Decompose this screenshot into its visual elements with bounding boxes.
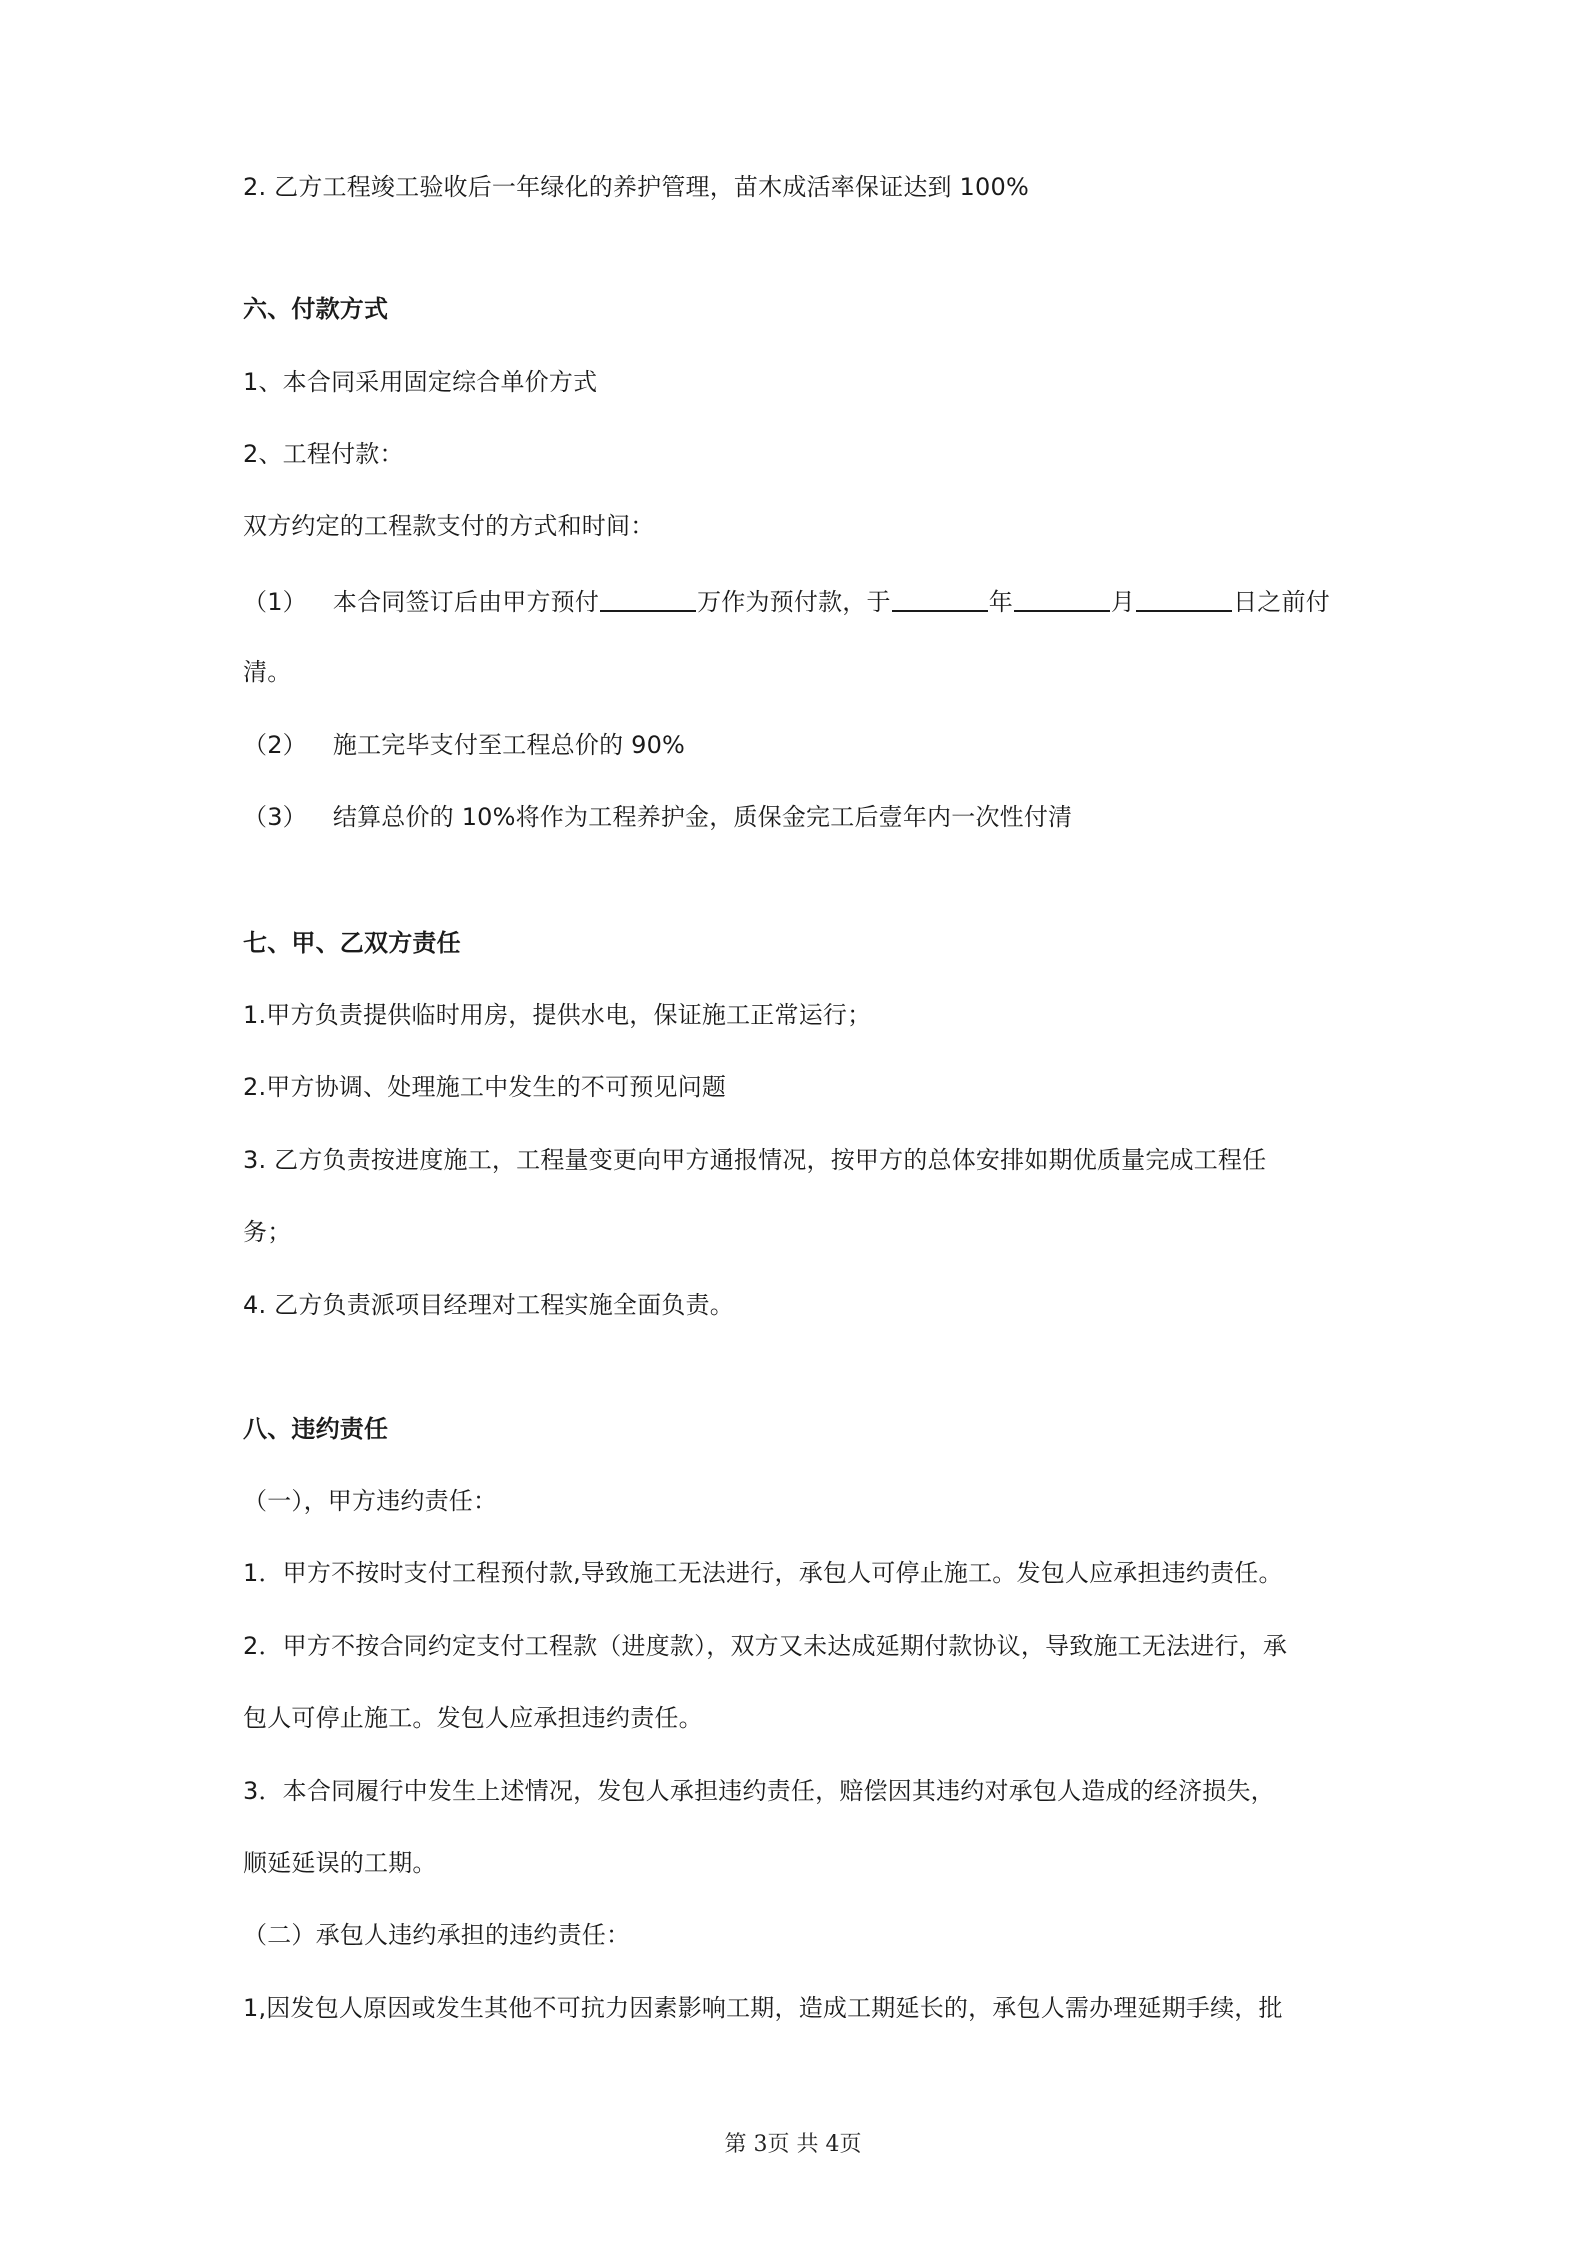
- clause-text: 双方约定的工程款支付的方式和时间：: [243, 512, 655, 540]
- clause-text: 4. 乙方负责派项目经理对工程实施全面负责。: [243, 1291, 734, 1319]
- clause-text: 顺延延误的工期。: [243, 1849, 437, 1877]
- page-footer: 第 3页 共 4页: [724, 2132, 862, 2157]
- item-number: （1）: [243, 588, 307, 616]
- subsection-heading: （一），甲方违约责任：: [243, 1487, 498, 1515]
- clause-text: 2、工程付款：: [243, 440, 404, 468]
- payment-text: 月: [1110, 588, 1136, 616]
- section-heading: 六、付款方式: [243, 295, 389, 323]
- payment-clause-1: [243, 585, 1330, 619]
- payment-text: 年: [988, 588, 1013, 616]
- clause-text: 3．本合同履行中发生上述情况，发包人承担违约责任，赔偿因其违约对承包人造成的经济损失，: [243, 1777, 1275, 1805]
- blank-amount: [600, 586, 696, 612]
- clause-text: 1．甲方不按时支付工程预付款,导致施工无法进行，承包人可停止施工。发包人应承担违约责任。: [243, 1559, 1283, 1587]
- blank-year: [892, 586, 988, 612]
- clause-text: 1.甲方负责提供临时用房，提供水电，保证施工正常运行；: [243, 1001, 872, 1029]
- payment-text: 结算总价的 10%将作为工程养护金，质保金完工后壹年内一次性付清: [332, 803, 1073, 831]
- clause-text: 务；: [243, 1218, 292, 1246]
- payment-text: 施工完毕支付至工程总价的 90%: [332, 731, 686, 759]
- section-heading: 八、违约责任: [243, 1415, 389, 1443]
- section-heading: 七、甲、乙双方责任: [243, 929, 461, 957]
- payment-text: 万作为预付款，于: [697, 588, 891, 616]
- clause-text: 2.甲方协调、处理施工中发生的不可预见问题: [243, 1073, 727, 1101]
- item-number: （3）: [243, 803, 307, 831]
- blank-month: [1014, 586, 1110, 612]
- payment-text: 本合同签订后由甲方预付: [332, 588, 600, 616]
- clause-text: 清。: [243, 658, 292, 686]
- blank-day: [1136, 586, 1232, 612]
- clause-text: 1、本合同采用固定综合单价方式: [243, 368, 598, 396]
- clause-text: 包人可停止施工。发包人应承担违约责任。: [243, 1704, 703, 1732]
- clause-text: 1,因发包人原因或发生其他不可抗力因素影响工期，造成工期延长的，承包人需办理延期手续，批: [243, 1994, 1283, 2022]
- payment-clause-3: [243, 800, 1072, 834]
- clause-text: 2．甲方不按合同约定支付工程款（进度款），双方又未达成延期付款协议，导致施工无法进行，承: [243, 1632, 1288, 1660]
- item-number: （2）: [243, 731, 307, 759]
- subsection-heading: （二）承包人违约承担的违约责任：: [243, 1921, 631, 1949]
- clause-text: 3. 乙方负责按进度施工，工程量变更向甲方通报情况，按甲方的总体安排如期优质量完成工程任: [243, 1146, 1267, 1174]
- clause-text: 2. 乙方工程竣工验收后一年绿化的养护管理，苗木成活率保证达到 100%: [243, 173, 1029, 201]
- payment-clause-2: [243, 728, 685, 762]
- payment-text: 日之前付: [1233, 588, 1330, 616]
